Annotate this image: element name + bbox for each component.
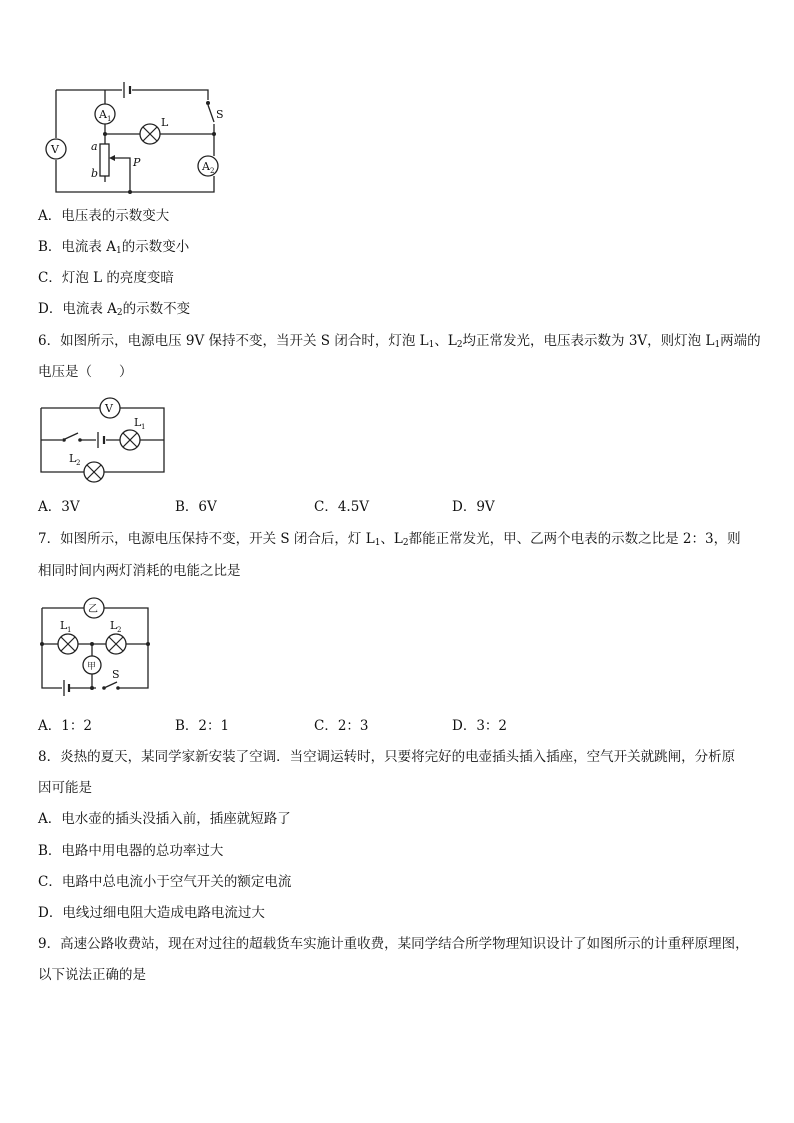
q5-option-a: A．电压表的示数变大	[38, 208, 170, 224]
q5-option-b-text: B．电流表 A	[38, 239, 116, 255]
q6-stem-sub3: 1	[714, 340, 721, 350]
lamp-label: L	[161, 116, 169, 129]
q7-option-a: A．1：2	[38, 718, 92, 734]
q7-option-b: B．2：1	[175, 718, 230, 734]
q6-options	[38, 497, 538, 517]
q6-stem-part-a: 6．如图所示，电源电压 9V 保持不变，当开关 S 闭合时，灯泡 L	[38, 333, 429, 349]
q7-stem-part-a: 7．如图所示，电源电压保持不变，开关 S 闭合后，灯 L	[38, 531, 375, 547]
ammeter-a1-sub: 1	[107, 115, 112, 123]
q9-stem-line1: 9．高速公路收费站，现在对过往的超载货车实施计重收费，某同学结合所学物理知识设计了如图所示的计重秤原理图，	[38, 936, 749, 952]
q8-stem-line2: 因可能是	[38, 780, 92, 796]
end-b-label: b	[91, 167, 99, 180]
ammeter-a2-sub: 2	[210, 167, 215, 175]
q7-stem-line1	[38, 529, 741, 553]
q7-stem-part-b: 、L	[380, 531, 403, 547]
q5-option-d-text: D．电流表 A	[38, 301, 117, 317]
q7-meter-jia-label: 甲	[87, 662, 97, 672]
q6-l1-label: L	[134, 416, 142, 429]
q7-meter-yi-label: 乙	[88, 604, 98, 615]
q6-option-b: B．6V	[175, 499, 217, 515]
q6-stem-sub2: 2	[456, 340, 463, 350]
q6-stem-line1	[38, 331, 761, 355]
q6-l1-sub: 1	[141, 423, 146, 431]
q7-option-d: D．3：2	[452, 718, 508, 734]
q7-l1-sub: 1	[67, 626, 72, 634]
q7-l2-label: L	[110, 619, 118, 632]
q6-option-d: D．9V	[452, 499, 495, 515]
q8-stem-line1: 8．炎热的夏天，某同学家新安装了空调．当空调运转时，只要将完好的电壶插头插入插座，空气开关就跳闸，分析原	[38, 749, 736, 765]
q5-option-d	[38, 299, 190, 323]
slider-p-label: P	[133, 156, 141, 169]
q6-switch-icon	[65, 433, 78, 439]
q5-option-b	[38, 237, 189, 261]
q7-circuit-figure	[38, 596, 154, 698]
ammeter-a2-label: A	[202, 160, 210, 173]
q7-l2-sub: 2	[117, 626, 122, 634]
q7-option-c: C．2：3	[314, 718, 369, 734]
q7-stem-line2: 相同时间内两灯消耗的电能之比是	[38, 563, 241, 579]
q7-l1-label: L	[60, 619, 68, 632]
ammeter-a1-label: A	[99, 108, 107, 121]
q5-option-b-tail: 的示数变小	[121, 239, 190, 255]
q5-option-b-sub: 1	[115, 246, 122, 256]
switch-label: S	[216, 108, 224, 121]
q6-stem-sub1: 1	[428, 340, 435, 350]
q6-option-a: A．3V	[38, 499, 80, 515]
q6-voltmeter-label: V	[105, 402, 113, 415]
q7-switch-label: S	[112, 668, 120, 681]
q6-circuit-figure	[38, 396, 170, 478]
q6-stem-part-d: 两端的	[720, 333, 761, 349]
q5-option-c: C．灯泡 L 的亮度变暗	[38, 270, 174, 286]
q5-option-d-sub: 2	[116, 308, 123, 318]
q7-stem-part-c: 都能正常发光，甲、乙两个电表的示数之比是 2：3，则	[408, 531, 741, 547]
q8-option-d: D．电线过细电阻大造成电路电流过大	[38, 905, 265, 921]
end-a-label: a	[91, 140, 98, 153]
q6-stem-part-c: 均正常发光，电压表示数为 3V，则灯泡 L	[462, 333, 715, 349]
q8-option-b: B．电路中用电器的总功率过大	[38, 843, 224, 859]
q6-option-c: C．4.5V	[314, 499, 370, 515]
q5-option-d-tail: 的示数不变	[122, 301, 191, 317]
q6-l2-label: L	[69, 452, 77, 465]
q7-stem-sub1: 1	[374, 538, 381, 548]
voltmeter-label: V	[51, 143, 59, 156]
q6-stem-line2: 电压是（ ）	[38, 364, 133, 380]
q7-stem-sub2: 2	[402, 538, 409, 548]
q7-switch-icon	[104, 682, 117, 688]
q8-option-a: A．电水壶的插头没插入前，插座就短路了	[38, 811, 291, 827]
q5-circuit-figure	[38, 78, 228, 196]
q8-option-c: C．电路中总电流小于空气开关的额定电流	[38, 874, 292, 890]
q6-l2-sub: 2	[76, 459, 81, 467]
q9-stem-line2: 以下说法正确的是	[38, 967, 146, 983]
q7-options	[38, 716, 538, 736]
q6-stem-part-b: 、L	[434, 333, 457, 349]
rheostat-icon	[100, 144, 109, 176]
